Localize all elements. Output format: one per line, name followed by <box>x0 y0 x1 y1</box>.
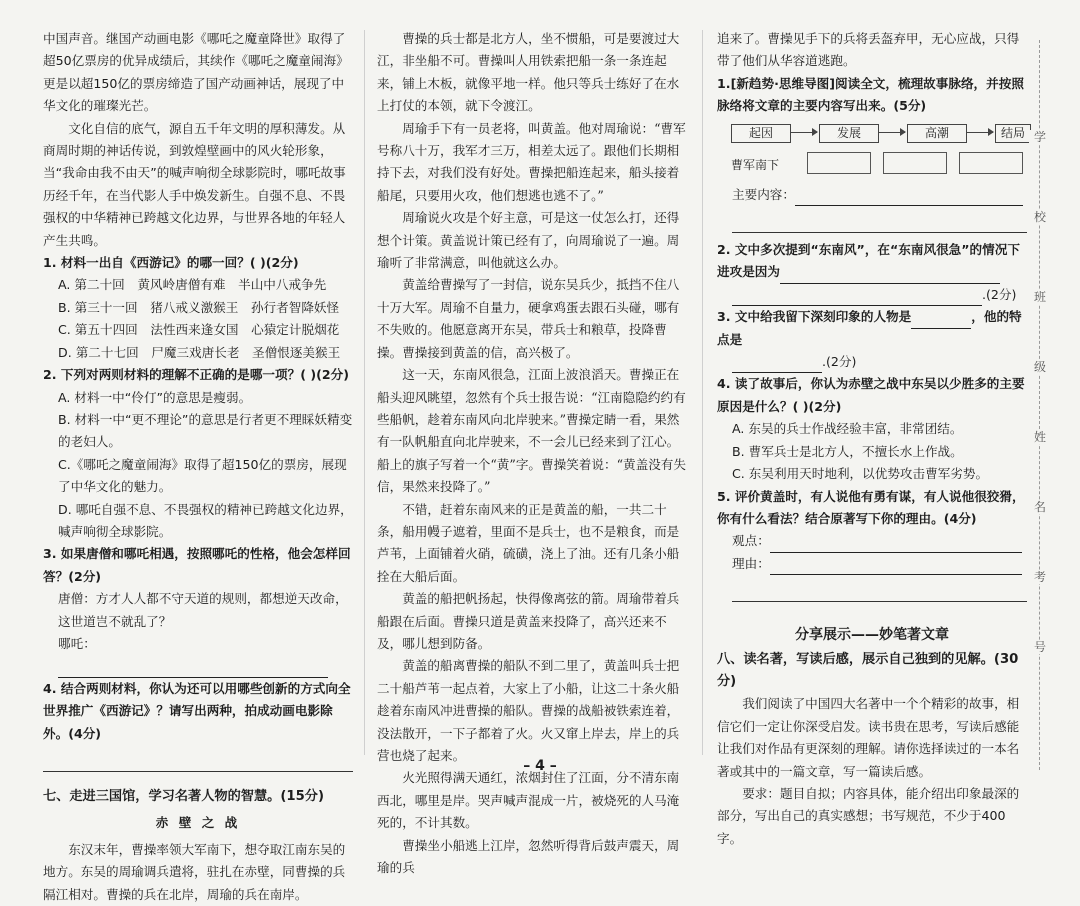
option-c[interactable]: C.《哪吒之魔童闹海》取得了超150亿的票房，展现了中华文化的魅力。 <box>58 456 347 495</box>
option-c[interactable]: C. 第五十四回 法性西来逢女国 心猿定计脱烟花 <box>58 322 340 338</box>
flow-box-climax: 高潮 <box>907 124 967 143</box>
content-answer-blank[interactable] <box>795 187 1023 206</box>
question-stem: 1. 材料一出自《西游记》的哪一回？( )(2分) <box>43 255 299 271</box>
story-paragraph: 黄盖的船离曹操的船队不到二里了，黄盖叫兵士把二十船芦苇一起点着，大家上了小船，让这二十条火船趁着东南风冲进曹操的船队。曹操的战船被铁索连着，没法散开，一下子都着了火。火又窜上岸去，岸上的兵营也烧了起来。 <box>377 658 680 763</box>
intro-paragraph: 文化自信的底气，源自五千年文明的厚积薄发。从商周时期的神话传说，到敦煌壁画中的风火轮形象，当“我命由我不由天”的喊声响彻全球影院时，哪吒故事历经千年，在当代影人手中焕发新生。自强不息、不畏强权的中华精神已跨越文化边界，与世界各地的年轻人产生共鸣。 <box>43 120 346 248</box>
story-paragraph: 不错，赶着东南风来的正是黄盖的船，一共二十条，船用幔子遮着，里面不是兵士，也不是粮食，而是芦苇，上面铺着火硝，硫磺，浇上了油。还有几条小船拴在大船后面。 <box>377 501 680 584</box>
question-5 <box>717 486 1027 603</box>
flow-box-development: 发展 <box>819 124 879 143</box>
flow-answer-box[interactable] <box>959 152 1023 174</box>
binding-char: 姓 <box>1029 430 1051 444</box>
binding-char: 考 <box>1029 570 1051 584</box>
view-label: 观点： <box>732 533 770 549</box>
binding-char: 班 <box>1029 290 1051 304</box>
column-right <box>717 28 1027 850</box>
content-row <box>717 184 1027 206</box>
story-paragraph: 周瑜说火攻是个好主意，可是这一仗怎么打，还得想个计策。黄盖说计策已经有了，向周瑜说了一遍。周瑜听了非常满意，叫他就这么办。 <box>377 210 680 271</box>
reason-label: 理由： <box>732 555 770 571</box>
flow-box-cause: 起因 <box>731 124 791 143</box>
question-stem: 5. 评价黄盖时，有人说他有勇有谋，有人说他很狡猾，你有什么看法？结合原著写下你的理由。(4分) <box>717 488 1025 526</box>
question-3: 3. 文中给我留下深刻印象的人物是 ，他的特点是 .(2分) <box>717 306 1027 373</box>
question-stem: 4. 读了故事后，你认为赤壁之战中东吴以少胜多的主要原因是什么？( )(2分) <box>717 376 1025 414</box>
question-4 <box>717 373 1027 485</box>
answer-blank[interactable] <box>780 265 1000 284</box>
flow-arrow <box>791 132 817 133</box>
section-title: 七、走进三国馆，学习名著人物的智慧。(15分) <box>43 789 324 804</box>
section-8 <box>717 649 1027 851</box>
column-divider <box>364 30 365 755</box>
binding-char: 号 <box>1029 640 1051 654</box>
flow-start-label: 曹军南下 <box>731 157 780 172</box>
flow-box-ending: 结局 <box>995 124 1031 143</box>
option-b[interactable]: B. 曹军兵士是北方人，不擅长水上作战。 <box>732 443 963 459</box>
option-a[interactable]: A. 材料一中“伶仃”的意思是瘦弱。 <box>58 389 252 405</box>
question-stem: 4. 结合两则材料，你认为还可以用哪些创新的方式向全世界推广《西游记》？请写出两种，拍成动画电影除外。(4分) <box>43 680 351 741</box>
writing-prompt: 我们阅读了中国四大名著中一个个精彩的故事，相信它们一定让你深受启发。读书贵在思考，写读后感能让我们对作品有更深刻的理解。请你选择读过的一本名著或其中的一篇文章，写一篇读后感。 <box>717 696 1020 779</box>
story-paragraph: 曹操坐小船逃上江岸，忽然听得背后鼓声震天，周瑜的兵 <box>377 837 680 876</box>
column-divider <box>702 30 703 755</box>
answer-line[interactable] <box>732 212 1027 233</box>
tang-line: 唐僧：方才人人都不守天道的规则，都想逆天改命，这世道岂不就乱了？ <box>58 591 348 629</box>
intro-paragraph: 中国声音。继国产动画电影《哪吒之魔童降世》取得了超50亿票房的优异成绩后，其续作《哪吒之魔童闹海》更是以超150亿的票房缔造了国产动画神话，展现了中华文化的璀璨光芒。 <box>43 31 349 114</box>
option-d[interactable]: D. 哪吒自强不息、不畏强权的精神已跨越文化边界，喊声响彻全球影院。 <box>58 501 353 539</box>
answer-line[interactable] <box>732 581 1027 602</box>
story-paragraph: 黄盖的船把帆扬起，快得像离弦的箭。周瑜带着兵船跟在后面。曹操只道是黄盖来投降了，高兴还来不及，哪儿想到防备。 <box>377 591 680 651</box>
option-a[interactable]: A. 第二十回 黄风岭唐僧有难 半山中八戒争先 <box>58 277 327 293</box>
option-b[interactable]: B. 材料一中“更不理论”的意思是行者更不理睬妖精变的老妇人。 <box>58 411 353 450</box>
option-b[interactable]: B. 第三十一回 猪八戒义激猴王 孙行者智降妖怪 <box>58 299 340 315</box>
story-paragraph: 曹操的兵士都是北方人，坐不惯船，可是要渡过大江，非坐船不可。曹操叫人用铁索把船一条一条连起来，铺上木板，就像平地一样。他只等兵士练好了在水上打仗的本领，就下令渡江。 <box>377 31 680 114</box>
view-blank[interactable] <box>770 534 1022 553</box>
story-paragraph: 这一天，东南风很急，江面上波浪滔天。曹操正在船头迎风眺望，忽然有个兵士报告说：“江南隐隐约约有些船帆，趁着东南风向北岸驶来。”曹操定睛一看，果然有一队帆船直向北岸驶来，不一会儿已经来到了江心。船上的旗子写着一个“黄”字。曹操笑着说：“黄盖没有失信，果然来投降了。” <box>377 367 686 495</box>
answer-blank[interactable] <box>732 287 982 306</box>
question-stem: 1.[新趋势·思维导图]阅读全文，梳理故事脉络，并按照脉络将文章的主要内容写出来。(5分) <box>717 75 1024 114</box>
story-flow-diagram <box>731 124 1027 180</box>
option-d[interactable]: D. 第二十七回 尸魔三戏唐长老 圣僧恨逐美猴王 <box>58 344 341 360</box>
story-paragraph: 周瑜手下有一员老将，叫黄盖。他对周瑜说：“曹军号称八十万，我军才三万，相差太远了。跟他们长期相持下去，对我们没有好处。曹操把船连起来，船头接着船尾，只要用火攻，他们想逃也逃不了。” <box>377 120 686 203</box>
story-paragraph: 东汉末年，曹操率领大军南下，想夺取江南东吴的地方。东吴的周瑜调兵遣将，驻扎在赤壁，同曹操的兵隔江相对。曹操的兵在北岸，周瑜的兵在南岸。 <box>43 841 346 902</box>
binding-char: 级 <box>1029 360 1051 374</box>
binding-char: 学 <box>1029 130 1051 144</box>
content-label: 主要内容： <box>732 186 795 202</box>
question-1 <box>43 252 353 364</box>
nezha-answer-row <box>43 633 353 678</box>
binding-char: 校 <box>1029 210 1051 224</box>
question-1-mindmap <box>717 73 1027 233</box>
flow-arrow <box>879 132 905 133</box>
nezha-label: 哪吒： <box>58 635 96 651</box>
section-title: 八、读名著，写读后感，展示自己独到的见解。(30分) <box>717 651 1019 689</box>
page-number: – 4 – <box>523 758 557 774</box>
trait-blank[interactable] <box>732 354 822 373</box>
trend-tag: [新趋势·思维导图] <box>730 75 836 91</box>
story-paragraph: 追来了。曹操见手下的兵将丢盔弃甲，无心应战，只得带了他们从华容道逃跑。 <box>717 31 1020 69</box>
binding-cut-line <box>1039 40 1040 770</box>
story-paragraph: 火光照得满天通红，浓烟封住了江面，分不清东南西北，哪里是岸。哭声喊声混成一片，被烧死的人马淹死的，不计其数。 <box>377 770 680 831</box>
question-stem: 3. 文中给我留下深刻印象的人物是 ，他的特点是 <box>717 309 1022 347</box>
question-2: 2. 文中多次提到“东南风”，在“东南风很急”的情况下进攻是因为 .(2分) <box>717 239 1027 306</box>
binding-char: 名 <box>1029 500 1051 514</box>
section-7 <box>43 786 353 906</box>
question-stem: 3. 如果唐僧和哪吒相遇，按照哪吒的性格，他会怎样回答？(2分) <box>43 546 351 584</box>
share-section-title: 分享展示——妙笔著文章 <box>795 627 949 644</box>
question-3 <box>43 543 353 677</box>
question-stem: 2. 下列对两则材料的理解不正确的是哪一项？( )(2分) <box>43 367 349 383</box>
flow-answer-box[interactable] <box>883 152 947 174</box>
option-c[interactable]: C. 东吴利用天时地利，以优势攻击曹军劣势。 <box>732 466 989 482</box>
reason-blank[interactable] <box>770 556 1022 575</box>
flow-arrow <box>967 132 993 133</box>
story-title: 赤 壁 之 战 <box>155 815 241 831</box>
nezha-answer-blank[interactable] <box>58 659 328 678</box>
flow-answer-box[interactable] <box>807 152 871 174</box>
story-paragraph: 黄盖给曹操写了一封信，说东吴兵少，抵挡不住八十万大军。周瑜不自量力，硬拿鸡蛋去跟石头碰，哪有不失败的。他愿意离开东吴，带兵士和粮草，投降曹操。曹操接到黄盖的信，高兴极了。 <box>377 277 680 360</box>
character-blank[interactable] <box>911 310 971 329</box>
writing-requirements: 要求：题目自拟；内容具体，能介绍出印象最深的部分，写出自己的真实感想；书写规范，不少于400字。 <box>717 785 1020 846</box>
column-left <box>43 28 353 906</box>
option-a[interactable]: A. 东吴的兵士作战经验丰富，非常团结。 <box>732 421 963 437</box>
question-2 <box>43 364 353 543</box>
question-stem: 2. 文中多次提到“东南风”，在“东南风很急”的情况下进攻是因为 <box>717 239 1027 284</box>
column-middle <box>377 28 687 879</box>
